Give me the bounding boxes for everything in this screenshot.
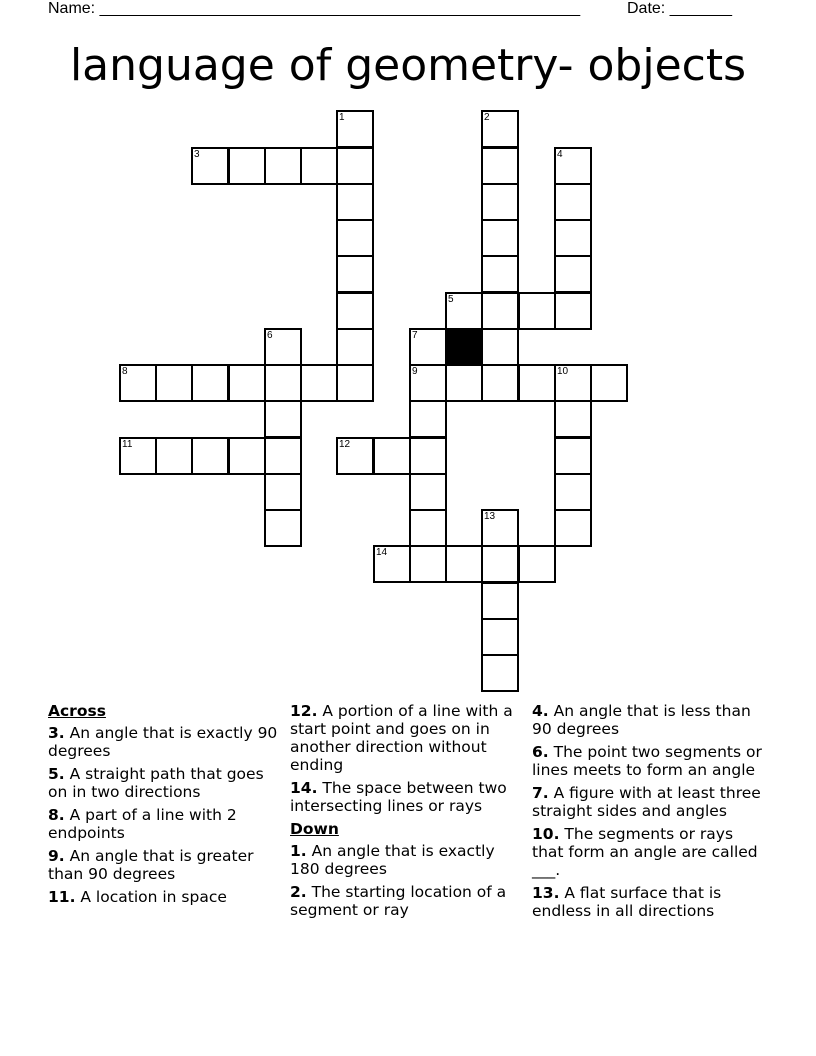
crossword-cell[interactable] bbox=[336, 219, 374, 257]
crossword-cell[interactable] bbox=[445, 545, 483, 583]
crossword-cell[interactable] bbox=[409, 509, 447, 547]
crossword-cell[interactable] bbox=[336, 328, 374, 366]
page-title: language of geometry- objects bbox=[69, 40, 747, 91]
crossword-cell[interactable] bbox=[264, 364, 302, 402]
crossword-cell[interactable] bbox=[336, 255, 374, 293]
clue-number: 8. bbox=[48, 806, 65, 824]
clue-number: 5. bbox=[48, 765, 65, 783]
clues-column-2 bbox=[290, 702, 522, 924]
clue-down-13 bbox=[532, 884, 764, 920]
crossword-cell[interactable] bbox=[119, 437, 157, 475]
crossword-cell[interactable] bbox=[336, 292, 374, 330]
clue-text: The space between two intersecting lines or rays bbox=[290, 779, 507, 815]
crossword-cell[interactable] bbox=[264, 328, 302, 366]
clue-number: 14. bbox=[290, 779, 318, 797]
cell-number: 5 bbox=[448, 294, 454, 305]
crossword-cell[interactable] bbox=[554, 509, 592, 547]
crossword-cell[interactable] bbox=[191, 437, 229, 475]
crossword-cell[interactable] bbox=[119, 364, 157, 402]
clue-down-6 bbox=[532, 743, 764, 779]
clue-down-4 bbox=[532, 702, 764, 738]
crossword-cell[interactable] bbox=[228, 364, 266, 402]
clue-number: 7. bbox=[532, 784, 549, 802]
crossword-cell[interactable] bbox=[554, 364, 592, 402]
clue-text: A portion of a line with a start point and goes on in another direction without ending bbox=[290, 702, 513, 774]
clue-across-5 bbox=[48, 765, 280, 801]
crossword-cell[interactable] bbox=[445, 364, 483, 402]
clue-number: 9. bbox=[48, 847, 65, 865]
clue-text: An angle that is less than 90 degrees bbox=[532, 702, 751, 738]
clue-text: An angle that is greater than 90 degrees bbox=[48, 847, 254, 883]
clue-number: 1. bbox=[290, 842, 307, 860]
cell-number: 14 bbox=[376, 547, 388, 558]
crossword-cell[interactable] bbox=[445, 292, 483, 330]
clue-across-12 bbox=[290, 702, 522, 774]
crossword-cell[interactable] bbox=[409, 437, 447, 475]
cell-number: 12 bbox=[339, 439, 351, 450]
crossword-cell[interactable] bbox=[373, 437, 411, 475]
crossword-cell[interactable] bbox=[518, 364, 556, 402]
crossword-cell[interactable] bbox=[264, 509, 302, 547]
cell-number: 11 bbox=[122, 439, 133, 450]
crossword-cell[interactable] bbox=[336, 147, 374, 185]
date-field-label: Date: _______ bbox=[627, 0, 732, 17]
crossword-cell[interactable] bbox=[554, 400, 592, 438]
crossword-cell[interactable] bbox=[518, 292, 556, 330]
crossword-cell[interactable] bbox=[481, 147, 519, 185]
crossword-cell[interactable] bbox=[554, 147, 592, 185]
clue-across-14 bbox=[290, 779, 522, 815]
clue-number: 13. bbox=[532, 884, 560, 902]
crossword-cell[interactable] bbox=[155, 437, 193, 475]
crossword-cell[interactable] bbox=[264, 400, 302, 438]
cell-number: 9 bbox=[412, 366, 418, 377]
clue-text: A straight path that goes on in two directions bbox=[48, 765, 264, 801]
crossword-cell[interactable] bbox=[481, 183, 519, 221]
cell-number: 10 bbox=[557, 366, 569, 377]
crossword-cell[interactable] bbox=[481, 618, 519, 656]
cell-number: 3 bbox=[194, 149, 200, 160]
cell-number: 2 bbox=[484, 112, 490, 123]
clue-across-8 bbox=[48, 806, 280, 842]
clue-text: A location in space bbox=[80, 888, 227, 906]
crossword-cell[interactable] bbox=[336, 437, 374, 475]
crossword-cell[interactable] bbox=[191, 147, 229, 185]
clue-number: 4. bbox=[532, 702, 549, 720]
clue-text: The starting location of a segment or ray bbox=[290, 883, 507, 919]
crossword-cell[interactable] bbox=[481, 255, 519, 293]
crossword-cell[interactable] bbox=[554, 292, 592, 330]
cell-number: 8 bbox=[122, 366, 128, 377]
crossword-cell[interactable] bbox=[554, 183, 592, 221]
crossword-cell[interactable] bbox=[336, 110, 374, 148]
cell-number: 13 bbox=[484, 511, 496, 522]
crossword-cell[interactable] bbox=[409, 328, 447, 366]
crossword-cell[interactable] bbox=[481, 545, 519, 583]
crossword-cell[interactable] bbox=[481, 328, 519, 366]
crossword-cell[interactable] bbox=[264, 473, 302, 511]
crossword-cell[interactable] bbox=[590, 364, 628, 402]
crossword-cell[interactable] bbox=[409, 473, 447, 511]
clue-across-11 bbox=[48, 888, 280, 906]
clues-column-1 bbox=[48, 702, 280, 911]
crossword-cell[interactable] bbox=[264, 147, 302, 185]
crossword-cell[interactable] bbox=[554, 255, 592, 293]
crossword-cell[interactable] bbox=[481, 582, 519, 620]
crossword-black-cell bbox=[445, 328, 483, 366]
clue-text: A figure with at least three straight sides and angles bbox=[532, 784, 761, 820]
crossword-cell[interactable] bbox=[481, 219, 519, 257]
clue-number: 11. bbox=[48, 888, 76, 906]
cell-number: 6 bbox=[267, 330, 273, 341]
clue-number: 12. bbox=[290, 702, 318, 720]
clue-down-1 bbox=[290, 842, 522, 878]
crossword-cell[interactable] bbox=[300, 147, 338, 185]
clue-down-10 bbox=[532, 825, 764, 879]
clue-number: 3. bbox=[48, 724, 65, 742]
clue-text: An angle that is exactly 90 degrees bbox=[48, 724, 278, 760]
clue-text: An angle that is exactly 180 degrees bbox=[290, 842, 495, 878]
crossword-cell[interactable] bbox=[481, 509, 519, 547]
clue-text: A flat surface that is endless in all directions bbox=[532, 884, 722, 920]
down-heading: Down bbox=[290, 820, 339, 838]
crossword-cell[interactable] bbox=[554, 219, 592, 257]
crossword-cell[interactable] bbox=[481, 364, 519, 402]
crossword-cell[interactable] bbox=[409, 364, 447, 402]
crossword-cell[interactable] bbox=[191, 364, 229, 402]
crossword-cell[interactable] bbox=[518, 545, 556, 583]
crossword-cell[interactable] bbox=[481, 110, 519, 148]
cell-number: 1 bbox=[339, 112, 345, 123]
clue-number: 10. bbox=[532, 825, 560, 843]
cell-number: 4 bbox=[557, 149, 563, 160]
clue-text: The segments or rays that form an angle are called ___. bbox=[532, 825, 758, 879]
crossword-cell[interactable] bbox=[554, 437, 592, 475]
clue-number: 6. bbox=[532, 743, 549, 761]
clue-across-9 bbox=[48, 847, 280, 883]
clue-text: A part of a line with 2 endpoints bbox=[48, 806, 237, 842]
crossword-cell[interactable] bbox=[300, 364, 338, 402]
crossword-cell[interactable] bbox=[155, 364, 193, 402]
across-heading: Across bbox=[48, 702, 106, 720]
clue-across-3 bbox=[48, 724, 280, 760]
name-field-label: Name: ______________________________________________________ bbox=[48, 0, 581, 17]
crossword-cell[interactable] bbox=[409, 400, 447, 438]
clue-down-7 bbox=[532, 784, 764, 820]
crossword-cell[interactable] bbox=[264, 437, 302, 475]
crossword-cell[interactable] bbox=[373, 545, 411, 583]
clue-text: The point two segments or lines meets to form an angle bbox=[532, 743, 762, 779]
clues-column-3 bbox=[532, 702, 764, 925]
crossword-cell[interactable] bbox=[409, 545, 447, 583]
clue-down-2 bbox=[290, 883, 522, 919]
crossword-cell[interactable] bbox=[554, 473, 592, 511]
crossword-cell[interactable] bbox=[228, 147, 266, 185]
crossword-cell[interactable] bbox=[336, 364, 374, 402]
cell-number: 7 bbox=[412, 330, 418, 341]
crossword-cell[interactable] bbox=[481, 292, 519, 330]
crossword-cell[interactable] bbox=[481, 654, 519, 692]
clue-number: 2. bbox=[290, 883, 307, 901]
crossword-cell[interactable] bbox=[336, 183, 374, 221]
crossword-cell[interactable] bbox=[228, 437, 266, 475]
